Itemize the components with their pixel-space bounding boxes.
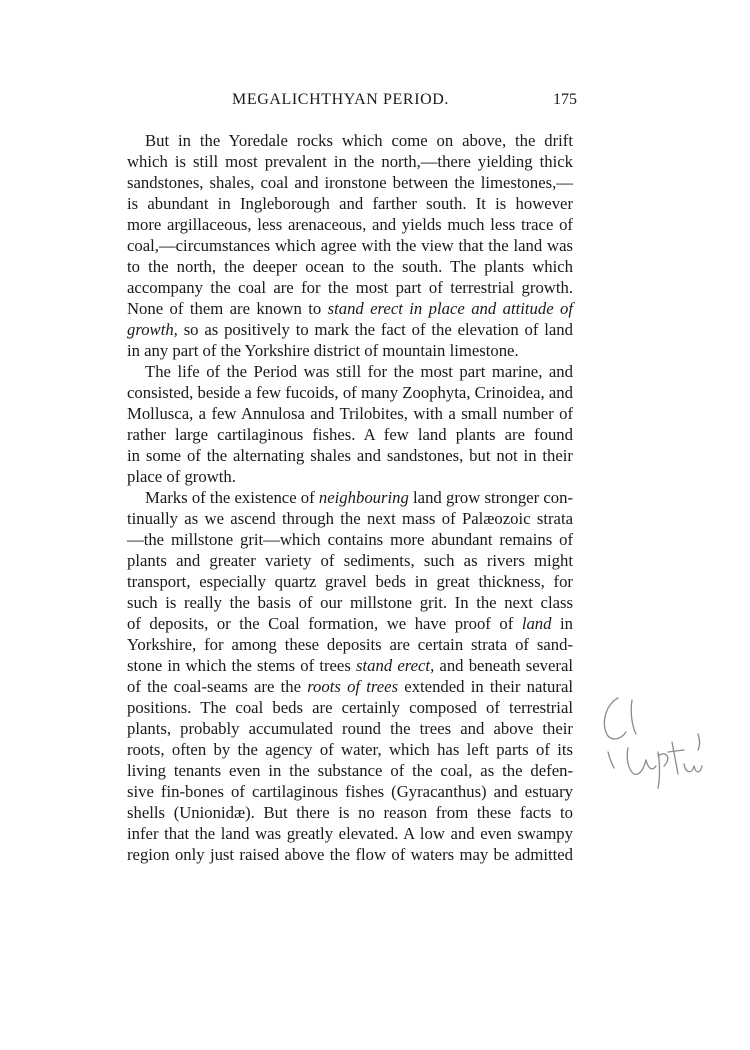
running-title: MEGALICHTHYAN PERIOD.: [232, 91, 450, 108]
italic-phrase: stand erect,: [356, 656, 435, 675]
text-line: sandstones, shales, coal and ironstone between the limestones,—: [127, 173, 573, 192]
running-head: [127, 91, 577, 115]
text-line: positions. The coal beds are certainly composed of terrestrial: [127, 698, 573, 717]
text-line: Yorkshire, for among these deposits are certain strata of sand-: [127, 635, 573, 654]
text-line: —the millstone grit—which contains more abundant remains of: [127, 530, 573, 549]
handwriting-icon: [588, 690, 718, 800]
text-line: accompany the coal are for the most part of terrestrial growth.: [127, 278, 573, 297]
text-line: consisted, beside a few fucoids, of many Zoophyta, Crinoidea, and: [127, 383, 573, 402]
italic-phrase: growth,: [127, 320, 178, 339]
text-line: infer that the land was greatly elevated. A low and even swampy: [127, 824, 573, 843]
italic-phrase: roots of trees: [307, 677, 399, 696]
italic-phrase: stand erect in place and attitude of: [327, 299, 573, 318]
text-line: tinually as we ascend through the next mass of Palæozoic strata: [127, 509, 573, 528]
text-line: The life of the Period was still for the most part marine, and: [145, 362, 573, 381]
text-line: But in the Yoredale rocks which come on above, the drift: [145, 131, 573, 150]
text-line: Mollusca, a few Annulosa and Trilobites, with a small number of: [127, 404, 573, 423]
text-line: place of growth.: [127, 467, 236, 486]
text-line: in any part of the Yorkshire district of mountain limestone.: [127, 341, 519, 360]
text-line: sive fin-bones of cartilaginous fishes (Gyracanthus) and estuary: [127, 782, 573, 801]
italic-phrase: neighbouring: [318, 488, 409, 507]
text-line: plants, probably accumulated round the trees and above their: [127, 719, 573, 738]
text-line: more argillaceous, less arenaceous, and yields much less trace of: [127, 215, 573, 234]
text-line: region only just raised above the flow of waters may be admitted: [127, 845, 573, 864]
text-line: transport, especially quartz gravel beds in great thickness, for: [127, 572, 573, 591]
text-line: coal,—circumstances which agree with the view that the land was: [127, 236, 573, 255]
text-line: roots, often by the agency of water, which has left parts of its: [127, 740, 573, 759]
handwritten-margin-note: [588, 690, 718, 800]
text-line: plants and greater variety of sediments, such as rivers might: [127, 551, 573, 570]
text-line: in some of the alternating shales and sandstones, but not in their: [127, 446, 573, 465]
text-line: growth, so as positively to mark the fact of the elevation of land: [127, 320, 573, 339]
text-line: Marks of the existence of neighbouring land grow stronger con-: [145, 488, 573, 507]
text-line: living tenants even in the substance of the coal, as the defen-: [127, 761, 573, 780]
body-text: [127, 130, 573, 865]
text-line: to the north, the deeper ocean to the south. The plants which: [127, 257, 573, 276]
text-line: stone in which the stems of trees stand erect, and beneath several: [127, 656, 573, 675]
text-line: is abundant in Ingleborough and farther south. It is however: [127, 194, 573, 213]
page-number: 175: [553, 91, 577, 108]
text-line: None of them are known to stand erect in place and attitude of: [127, 299, 573, 318]
text-line: of deposits, or the Coal formation, we have proof of land in: [127, 614, 574, 633]
text-line: shells (Unionidæ). But there is no reason from these facts to: [127, 803, 573, 822]
italic-phrase: land: [521, 614, 552, 633]
text-line: of the coal-seams are the roots of trees extended in their natural: [127, 677, 574, 696]
text-line: rather large cartilaginous fishes. A few land plants are found: [127, 425, 573, 444]
text-line: which is still most prevalent in the north,—there yielding thick: [127, 152, 573, 171]
text-line: such is really the basis of our millstone grit. In the next class: [127, 593, 573, 612]
